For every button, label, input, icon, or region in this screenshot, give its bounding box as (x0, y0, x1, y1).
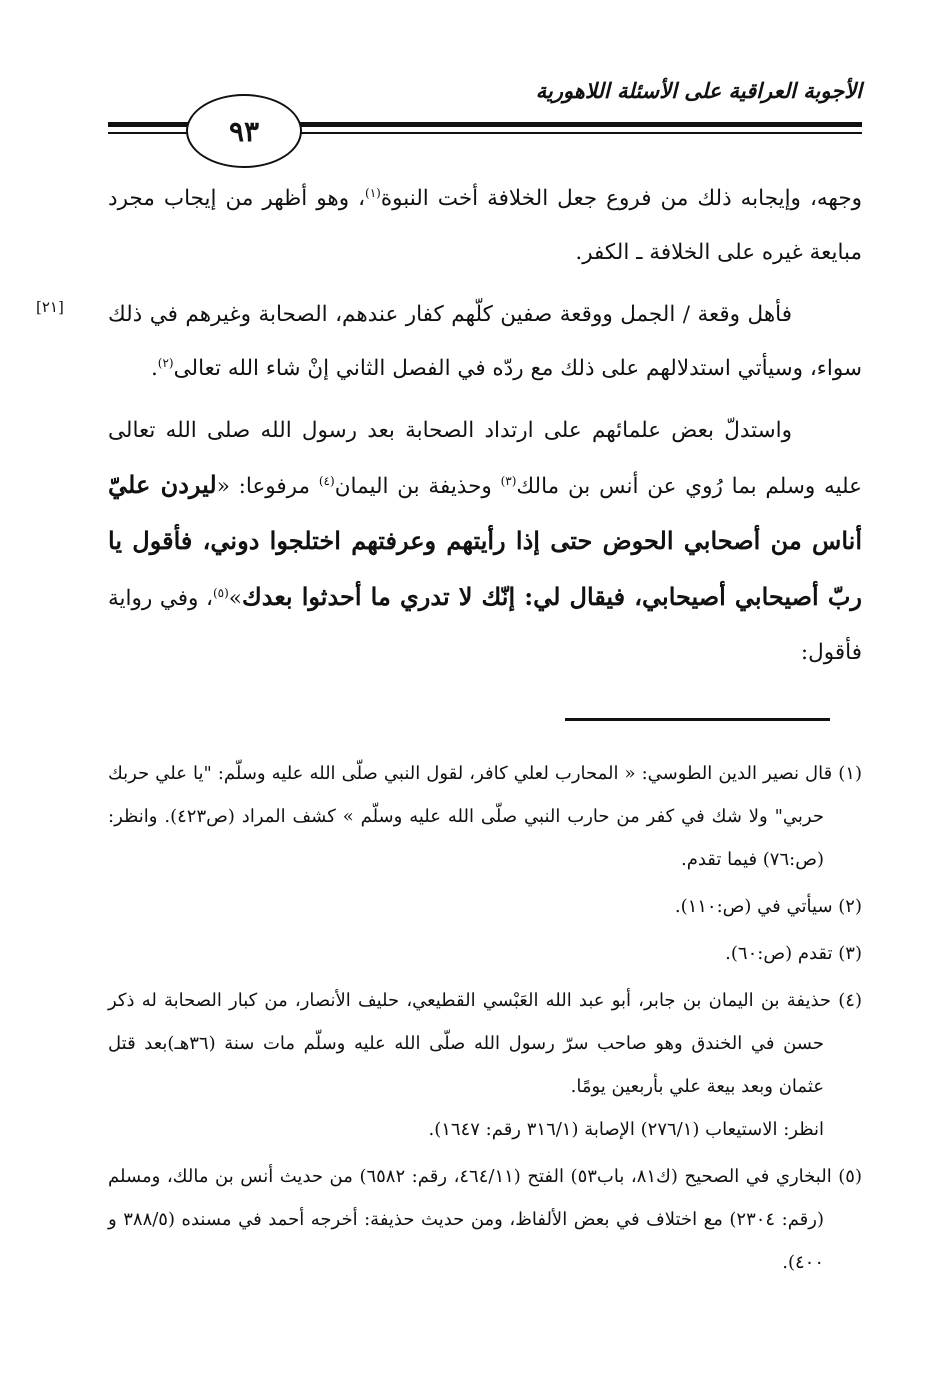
footnote-text: سيأتي في (ص:١١٠). (674, 896, 833, 917)
paragraph-text: ، وفي رواية فأقول: (108, 586, 862, 665)
running-title: الأجوبة العراقية على الأسئلة اللاهورية (535, 78, 862, 103)
paragraph-2 (108, 288, 862, 396)
hadith-quote: ليردن عليّ أناس من أصحابي الحوض حتى إذا رأيتهم وعرفتهم اختلجوا دوني، فأقول يا ربّ أصيحابي أصيحابي، فيقال لي: إنّك لا تدري ما أحدثوا بعدك (108, 470, 862, 611)
footnotes (108, 752, 862, 1288)
footnote-number: (٤) (838, 990, 862, 1011)
footnote-text: حذيفة بن اليمان بن جابر، أبو عبد الله العَبْسي القطيعي، حليف الأنصار، من كبار الصحابة له ذكر حسن في الخندق وهو صاحب سرّ رسول الله صلّى الله عليه وسلّم مات سنة (٣٦هـ)بعد قتل عثمان وبعد بيعة علي بأربعين يومًا. (108, 990, 832, 1097)
footnote-text: تقدم (ص:٦٠). (725, 943, 833, 964)
footnote-5 (108, 1155, 862, 1284)
paragraph-text: . (150, 356, 158, 381)
quote-close: » (228, 586, 242, 611)
footnote-number: (٥) (838, 1166, 862, 1187)
paragraph-text: وحذيفة بن اليمان (334, 474, 501, 499)
page-number: ٩٣ (186, 94, 302, 168)
footnote-subline: انظر: الاستيعاب (٢٧٦/١) الإصابة (٣١٦/١ رقم: ١٦٤٧). (428, 1119, 824, 1140)
footnote-number: (١) (838, 763, 862, 784)
paragraph-1 (108, 172, 862, 280)
margin-reference: [٢١] (36, 298, 64, 316)
paragraph-text: مرفوعا: « (216, 474, 319, 499)
footnote-marker: (٣) (500, 473, 517, 488)
paragraph-text: ، وهو أظهر من إيجاب مجرد مبايعة غيره على الخلافة ـ الكفر. (108, 186, 862, 265)
footnote-4 (108, 979, 862, 1151)
paragraph-text: فأهل وقعة / الجمل ووقعة صفين كلّهم كفار عندهم، الصحابة وغيرهم في ذلك سواء، وسيأتي استدلالهم على ذلك مع ردّه في الفصل الثاني إنْ شاء الله تعالى (108, 302, 862, 381)
footnote-text: قال نصير الدين الطوسي: « المحارب لعلي كافر، لقول النبي صلّى الله عليه وسلّم: "يا علي حربك حربي" ولا شك في كفر من حارب النبي صلّى الله عليه وسلّم » كشف المراد (ص٤٢٣). وانظر: (ص:٧٦) فيما تقدم. (108, 763, 833, 870)
paragraph-text: وجهه، وإيجابه ذلك من فروع جعل الخلافة أخت النبوة (380, 186, 862, 211)
footnote-marker: (٥) (212, 585, 229, 600)
footnote-number: (٢) (838, 896, 862, 917)
footnote-marker: (١) (365, 185, 381, 200)
paragraph-3 (108, 404, 862, 680)
footnote-marker: (٤) (318, 473, 335, 488)
main-text (108, 172, 862, 680)
footnote-3 (108, 932, 862, 975)
footnote-separator (565, 718, 830, 721)
footnote-number: (٣) (838, 943, 862, 964)
footnote-2 (108, 885, 862, 928)
footnote-text: البخاري في الصحيح (ك٨١، باب٥٣) الفتح (٤٦٤/١١، رقم: ٦٥٨٢) من حديث أنس بن مالك، ومسلم (رقم: ٢٣٠٤) مع اختلاف في بعض الألفاظ، ومن حديث حذيفة: أخرجه أحمد في مسنده (٣٨٨/٥ و ٤٠٠). (108, 1166, 832, 1273)
footnote-marker: (٢) (157, 355, 174, 370)
paragraph-text: واستدلّ بعض علمائهم على ارتداد الصحابة بعد رسول الله صلى الله تعالى عليه وسلم بما رُوي عن أنس بن مالك (108, 418, 863, 499)
footnote-1 (108, 752, 862, 881)
